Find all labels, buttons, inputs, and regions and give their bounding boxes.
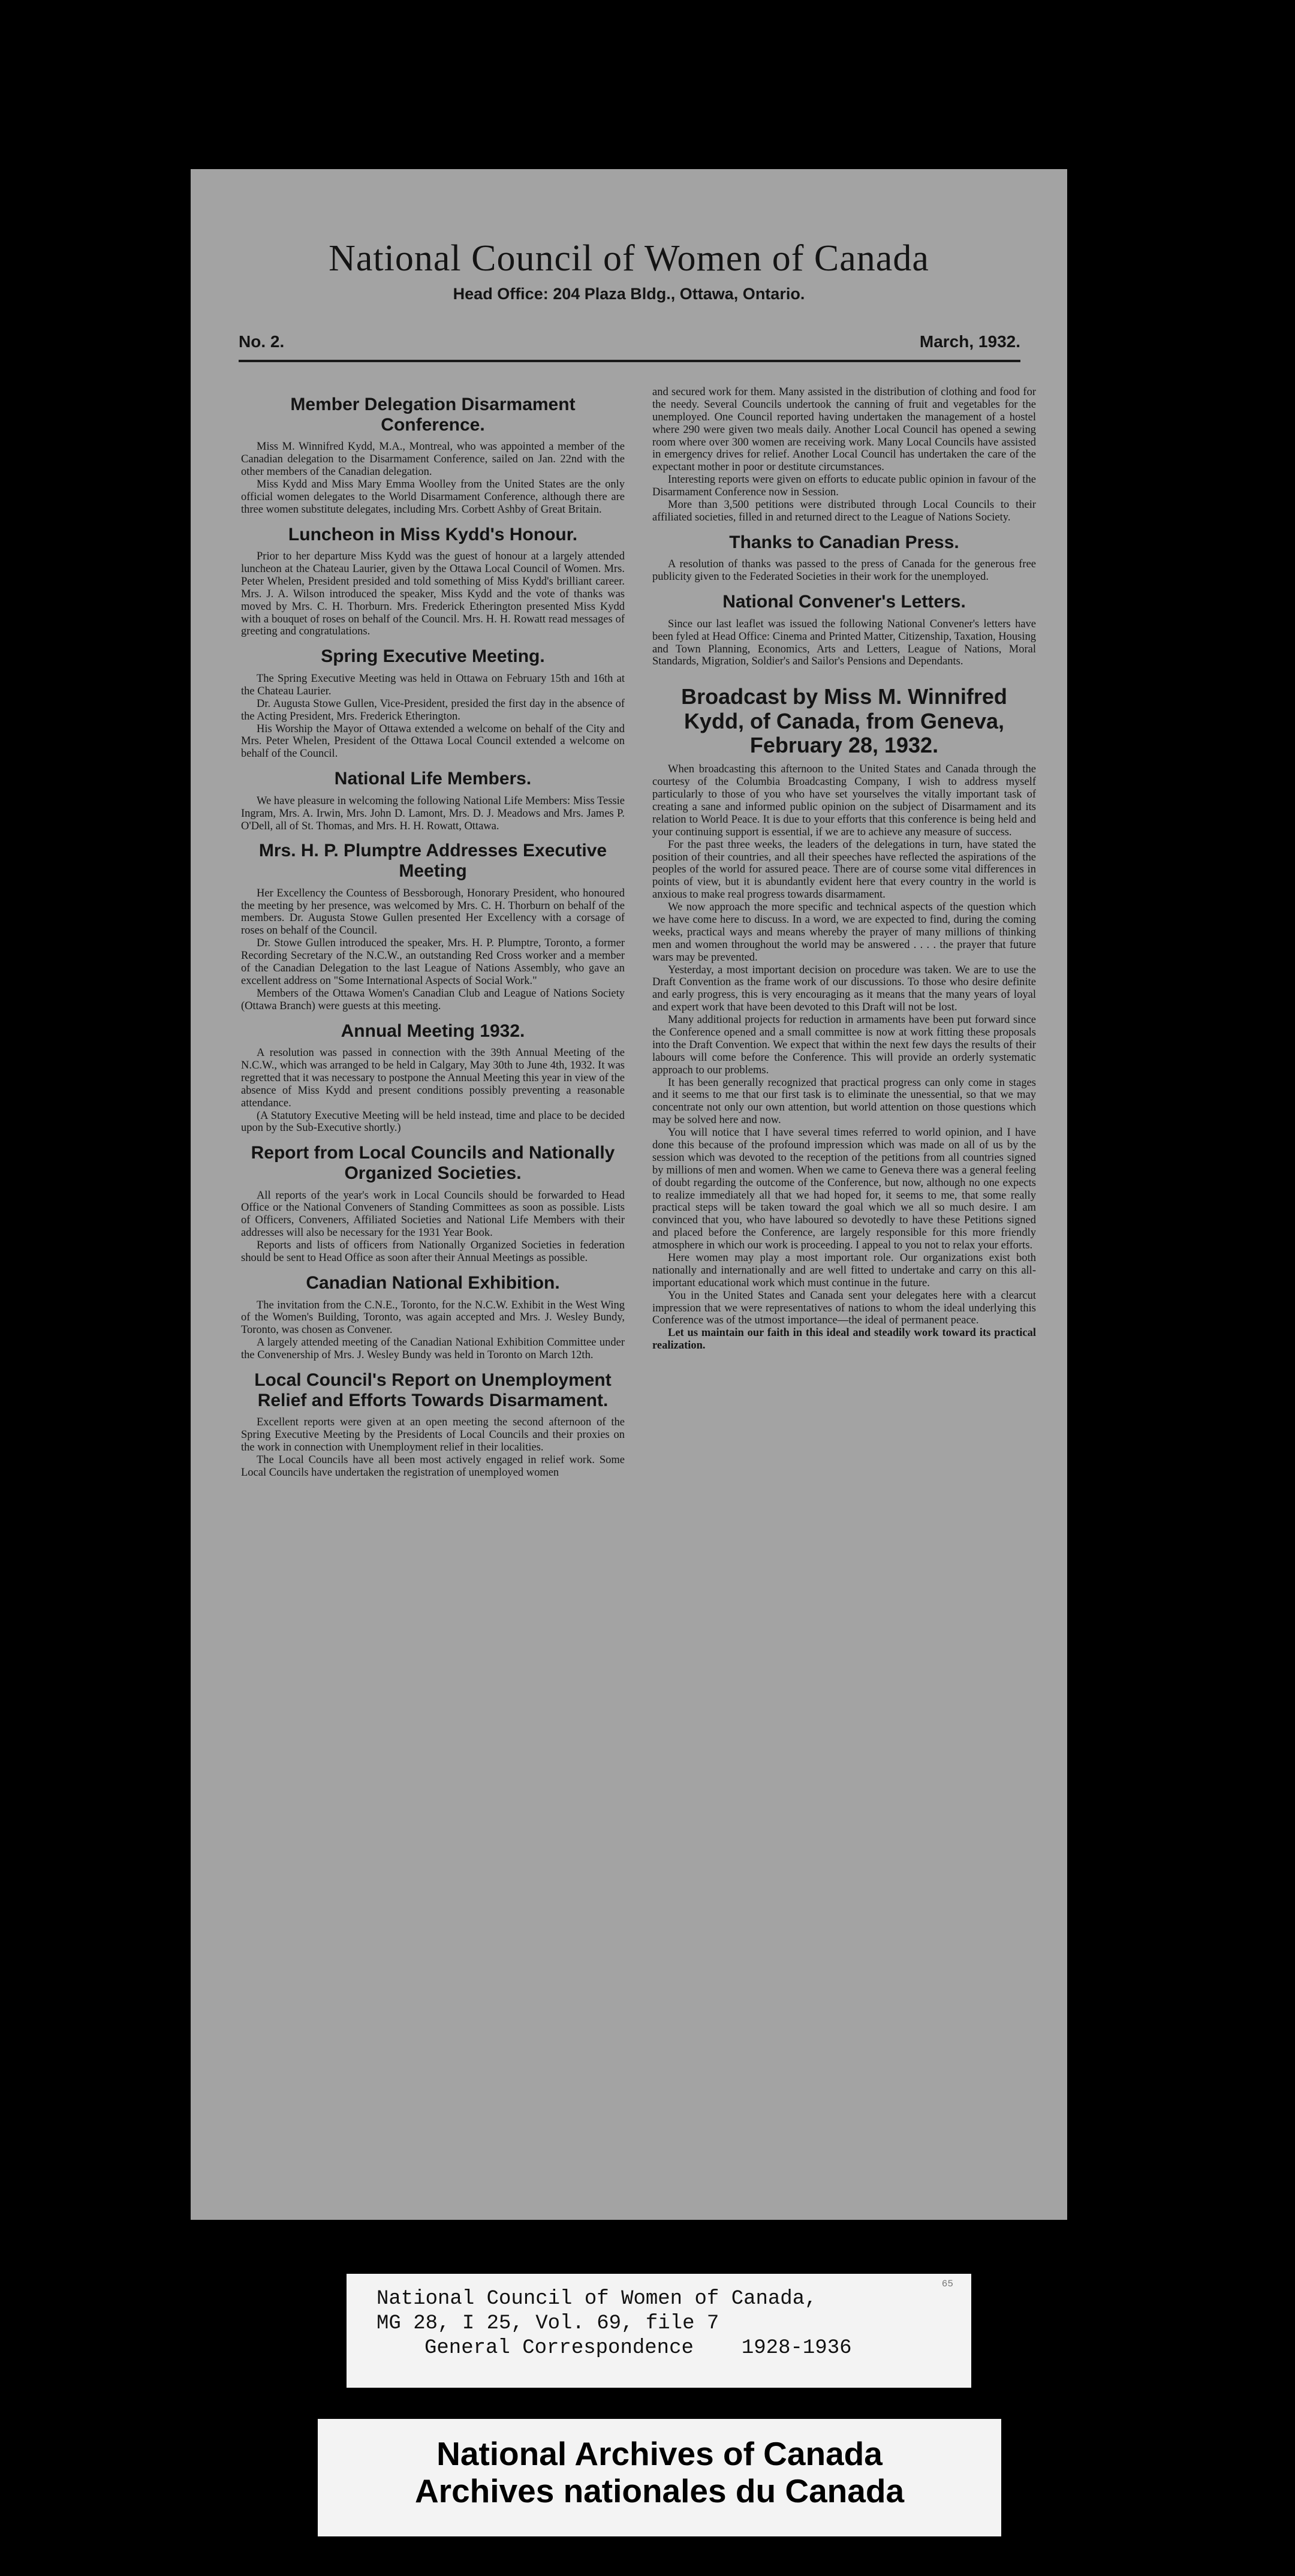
section-heading: Member Delegation Disarmament Conference. [290, 395, 576, 435]
masthead [191, 238, 1067, 303]
paragraph: It has been generally recognized that practical progress can only come in stages and it seems to me that our first task is to eliminate the unessential, so that we may concentrate not only our own attention, but world attention on those questions which may be solved here and now. [652, 1076, 1036, 1127]
paragraph: Excellent reports were given at an open meeting the second afternoon of the Spring Executive Meeting by the Presidents of Local Councils and their proxies on the work in connection with Unemployment relief in their localities. [241, 1416, 625, 1453]
section-heading: Spring Executive Meeting. [321, 646, 545, 667]
paragraph: All reports of the year's work in Local Councils should be forwarded to Head Office or the National Conveners of Standing Committees as soon as possible. Lists of Officers, Conveners, Affiliated Societies and National Life Members with their addresses will also be necessary for the 1931 Year Book. [241, 1189, 625, 1239]
paragraph: Miss M. Winnifred Kydd, M.A., Montreal, who was appointed a member of the Canadian delegation to the Disarmament Conference, sailed on Jan. 22nd with the other members of the Canadian delegation. [241, 441, 625, 478]
head-office-line: Head Office: 204 Plaza Bldg., Ottawa, Ontario. [453, 285, 805, 303]
section-heading: Local Council's Report on Unemployment Relief and Efforts Towards Disarmament. [254, 1370, 612, 1410]
label-date-range: 1928-1936 [741, 2336, 852, 2360]
archive-reference-label [347, 2274, 971, 2388]
paragraph: We have pleasure in welcoming the following National Life Members: Miss Tessie Ingram, Mrs. A. Irwin, Mrs. John D. Lamont, Mrs. D. J. Meadows and Mrs. James P. O'Dell, all of St. Thomas, and Mrs. H. H. Rowatt, Ottawa. [241, 795, 625, 832]
section-heading: Broadcast by Miss M. Winnifred Kydd, of Canada, from Geneva, February 28, 1932. [681, 684, 1007, 757]
paragraph: When broadcasting this afternoon to the United States and Canada through the courtesy of the Columbia Broadcasting Company, I wish to address myself particularly to those of you who have set yourselves the vitally important task of creating a sane and informed public opinion on the subject of Disarmament and its relation to World Peace. It is due to your efforts that this conference is being held and your continuing support is essential, if we are to achieve any measure of success. [652, 763, 1036, 838]
paragraph: Here women may play a most important role. Our organizations exist both nationally and internationally and are well fitted to undertake and carry on this all-important educational work which must continue in the future. [652, 1252, 1036, 1289]
section-heading: National Life Members. [334, 769, 532, 789]
paragraph: For the past three weeks, the leaders of the delegations in turn, have stated the position of their countries, and all their speeches have reflected the aspirations of the peoples of the world for assured peace. There are of course some vital differences in points of view, but it is abundantly evident here that every country in the world is anxious to make real progress towards disarmament. [652, 838, 1036, 901]
paragraph: (A Statutory Executive Meeting will be held instead, time and place to be decided upon by the Sub-Executive shortly.) [241, 1109, 625, 1134]
paragraph: A resolution was passed in connection with the 39th Annual Meeting of the N.C.W., which was arranged to be held in Calgary, May 30th to June 4th, 1932. It was regretted that it was necessary to postpone the Annual Meeting this year in view of the absence of Miss Kydd and present conditions possibly preventing a reasonable attendance. [241, 1047, 625, 1109]
right-column [652, 386, 1036, 2191]
paragraph: The Local Councils have all been most actively engaged in relief work. Some Local Councils have undertaken the registration of unemployed women [241, 1453, 625, 1479]
archives-banner-french: Archives nationales du Canada [414, 2472, 905, 2509]
section-heading: National Convener's Letters. [722, 592, 966, 612]
label-subject: General Correspondence [424, 2336, 694, 2360]
archives-banner [318, 2419, 1001, 2536]
paragraph: More than 3,500 petitions were distributed through Local Councils to their affiliated societies, filled in and returned direct to the League of Nations Society. [652, 499, 1036, 523]
paragraph: Miss Kydd and Miss Mary Emma Woolley from the United States are the only official women delegates to the World Disarmament Conference, although there are three women substitute delegates, including Mrs. Corbett Ashby of Great Britain. [241, 478, 625, 516]
paragraph: and secured work for them. Many assisted in the distribution of clothing and food for the needy. Several Councils undertook the canning of fruit and vegetables for the unemployed. One Council reported having undertaken the management of a hostel where 290 were given two meals daily. Another Local Council has opened a sewing room where over 300 women are receiving work. Many Local Councils have assisted in emergency drives for relief. Another Local Council has undertaken the care of the expectant mother in poor or destitute circumstances. [652, 386, 1036, 474]
paragraph: Reports and lists of officers from Nationally Organized Societies in federation should be sent to Head Office as soon after their Annual Meetings as possible. [241, 1239, 625, 1265]
archives-banner-english: National Archives of Canada [436, 2435, 883, 2472]
page-title: National Council of Women of Canada [329, 238, 929, 279]
section-heading: Luncheon in Miss Kydd's Honour. [288, 524, 578, 544]
issue-row [239, 332, 1020, 355]
header-rule [239, 360, 1020, 362]
paragraph: Yesterday, a most important decision on procedure was taken. We are to use the Draft Convention as the frame work of our discussions. To those who desire definite and early progress, this is very encouraging as it means that the many years of loyal and expert work that have been devoted to this Draft will not be lost. [652, 964, 1036, 1014]
issue-date: March, 1932. [919, 332, 1020, 351]
paragraph: Members of the Ottawa Women's Canadian Club and League of Nations Society (Ottawa Branch) were guests at this meeting. [241, 987, 625, 1012]
paragraph: Her Excellency the Countess of Bessborough, Honorary President, who honoured the meeting by her presence, was welcomed by Mrs. C. H. Thorburn on behalf of the members. Dr. Augusta Stowe Gullen presented Her Excellency with a corsage of roses on behalf of the Council. [241, 887, 625, 937]
paragraph: We now approach the more specific and technical aspects of the question which we have come here to discuss. In a word, we are expected to find, during the coming weeks, practical ways and means whereby the prayer of many millions of thinking men and women throughout the world may be answered . . . . the prayer that future wars may be prevented. [652, 901, 1036, 964]
paragraph: A largely attended meeting of the Canadian National Exhibition Committee under the Convenership of Mrs. J. Wesley Bundy was held in Toronto on March 12th. [241, 1337, 625, 1362]
label-line-2: MG 28, I 25, Vol. 69, file 7 [377, 2312, 719, 2335]
issue-number: No. 2. [239, 332, 285, 351]
paragraph: Many additional projects for reduction in armaments have been put forward since the Conference opened and a small committee is now at work fitting these proposals into the Draft Convention. We expect that within the next few days the results of their labours will come before the Conference. This will provide an orderly systematic approach to our problems. [652, 1014, 1036, 1076]
paragraph: His Worship the Mayor of Ottawa extended a welcome on behalf of the City and Mrs. Peter Whelen, President of the Ottawa Local Council extended a welcome on behalf of the Council. [241, 723, 625, 760]
paragraph: You in the United States and Canada sent your delegates here with a clearcut impression that we were representatives of nations to whom the ideal underlying this Conference was of the utmost importance—the ideal of permanent peace. [652, 1289, 1036, 1327]
section-heading: Canadian National Exhibition. [306, 1272, 560, 1293]
paragraph: Dr. Stowe Gullen introduced the speaker, Mrs. H. P. Plumptre, Toronto, a former Recording Secretary of the N.C.W., an outstanding Red Cross worker and a member of the Canadian Delegation to the last League of Nations Assembly, who gave an excellent address on "Some International Aspects of Social Work." [241, 937, 625, 987]
left-column [241, 386, 625, 2191]
label-line-3 [377, 2336, 941, 2361]
paragraph: Since our last leaflet was issued the following National Convener's letters have been fyled at Head Office: Cinema and Printed Matter, Citizenship, Taxation, Housing and Town Planning, Economics, Arts and Letters, League of Nations, Moral Standards, Migration, Soldier's and Sailor's Pensions and Dependants. [652, 618, 1036, 668]
section-heading: Thanks to Canadian Press. [729, 532, 959, 552]
label-page-number: 65 [941, 2279, 953, 2289]
paragraph: Prior to her departure Miss Kydd was the guest of honour at a largely attended luncheon at the Chateau Laurier, given by the Ottawa Local Council of Women. Mrs. Peter Whelen, President presided and told something of Miss Kydd's brilliant career. Mrs. J. A. Wilson introduced the speaker, Miss Kydd and the vote of thanks was moved by Mrs. C. H. Thorburn. Mrs. Frederick Etherington presented Miss Kydd with a bouquet of roses on behalf of the Council. Mrs. H. H. Rowatt read messages of greeting and congratulations. [241, 550, 625, 638]
paragraph: The Spring Executive Meeting was held in Ottawa on February 15th and 16th at the Chateau Laurier. [241, 672, 625, 697]
paragraph: A resolution of thanks was passed to the press of Canada for the generous free publicity given to the Federated Societies in their work for the unemployed. [652, 558, 1036, 583]
paragraph: You will notice that I have several times referred to world opinion, and I have done this because of the profound impression which was made on all of us by the session which was devoted to the reception of the petitions from all countries signed by millions of men and women. When we came to Geneva there was a general feeling of doubt regarding the outcome of the Conference, but now, although no one expects to realize immediately all that we had hoped for, it seems to me, that some really practical steps will be taken toward the goal which we all so much desire. I am convinced that you, who have laboured so devotedly to have these Petitions signed and placed before the Conference, are largely responsible for this more friendly atmosphere in which our work is proceeding. I appeal to you not to relax your efforts. [652, 1127, 1036, 1252]
section-heading: Report from Local Councils and Nationally Organized Societies. [251, 1143, 615, 1183]
paragraph: The invitation from the C.N.E., Toronto, for the N.C.W. Exhibit in the West Wing of the Women's Building, Toronto, was again accepted and Mrs. J. Wesley Bundy, Toronto, was chosen as Convener. [241, 1299, 625, 1337]
paragraph: Interesting reports were given on efforts to educate public opinion in favour of the Disarmament Conference now in Session. [652, 474, 1036, 499]
paragraph: Dr. Augusta Stowe Gullen, Vice-President, presided the first day in the absence of the Acting President, Mrs. Frederick Etherington. [241, 697, 625, 723]
section-heading: Mrs. H. P. Plumptre Addresses Executive Meeting [258, 841, 607, 881]
section-heading: Annual Meeting 1932. [341, 1021, 525, 1041]
paragraph: Let us maintain our faith in this ideal and steadily work toward its practical realization. [652, 1327, 1036, 1352]
label-line-1: National Council of Women of Canada, [377, 2288, 817, 2310]
document-page [191, 169, 1067, 2220]
